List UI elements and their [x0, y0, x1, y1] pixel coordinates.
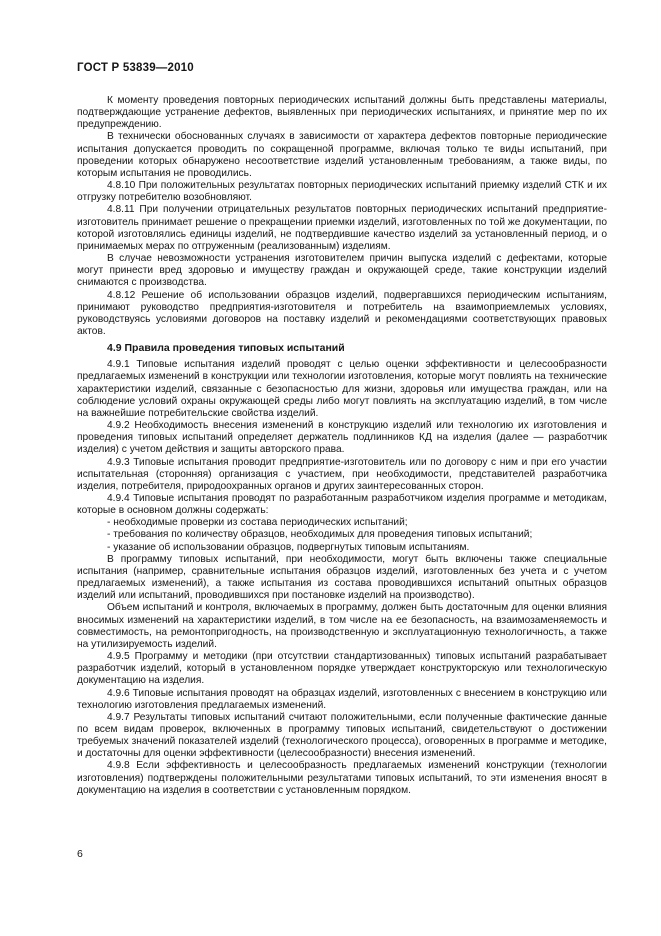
- page-number: 6: [77, 848, 83, 860]
- paragraph: В программу типовых испытаний, при необходимости, могут быть включены также специальные испытания (например, сравнительные испытания образцов изделий, изготовленных без учета и с учетом предлагаемых изменений), а также испытания из состава проводившихся испытаний опытных образцов изделий или испытаний, проводившихся при постановке изделий на производство).: [77, 553, 607, 602]
- paragraph: В технически обоснованных случаях в зависимости от характера дефектов повторные периодические испытания допускается проводить по сокращенной программе, включая только те виды испытаний, при проведении которых обнаружено несоответствие изделий установленным требованиям, а также виды, по которым испытания не проводились.: [77, 131, 607, 179]
- paragraph: 4.9.6 Типовые испытания проводят на образцах изделий, изготовленных с внесением в конструкцию или технологию изготовления предлагаемых изменений.: [77, 687, 607, 711]
- paragraph: Объем испытаний и контроля, включаемых в программу, должен быть достаточным для оценки влияния вносимых изменений на характеристики изделий, в том числе на ее безопасность, на взаимозаменяемость и совместимость, на ремонтопригодность, на производственную и эксплуатационную технологичность, а также на утилизируемость изделий.: [77, 602, 607, 650]
- section-heading: 4.9 Правила проведения типовых испытаний: [107, 342, 345, 355]
- document-header: ГОСТ Р 53839—2010: [77, 62, 194, 74]
- paragraph: 4.9.5 Программу и методики (при отсутствии стандартизованных) типовых испытаний разрабатывает разработчик изделий, который в установленном порядке утверждает конструкторскую или технологическую документацию на изделия.: [77, 651, 607, 687]
- paragraph: 4.9.2 Необходимость внесения изменений в конструкцию изделий или технологию их изготовления и проведения типовых испытаний определяет держатель подлинников КД на изделия (далее — разработчик изделия) с учетом действия и защиты авторского права.: [77, 420, 607, 456]
- paragraph: К моменту проведения повторных периодических испытаний должны быть представлены материалы, подтверждающие устранение дефектов, выявленных при периодических испытаниях, и принятие мер по их предупреждению.: [77, 95, 607, 131]
- paragraph: 4.9.4 Типовые испытания проводят по разработанным разработчиком изделия программе и методикам, которые в основном должны содержать:: [77, 493, 607, 517]
- paragraph: 4.8.10 При положительных результатах повторных периодических испытаний приемку изделий СТК и их отгрузку потребителю возобновляют.: [77, 180, 607, 204]
- paragraph: В случае невозможности устранения изготовителем причин выпуска изделий с дефектами, которые могут принести вред здоровью и имуществу граждан и окружающей среде, такие конструкции изделий снимаются с производства.: [77, 253, 607, 289]
- list-item: - указание об использовании образцов, подвергнутых типовым испытаниям.: [107, 541, 470, 553]
- paragraph: 4.9.3 Типовые испытания проводит предприятие-изготовитель или по договору с ним и при его участии испытательная (сторонняя) организация с участием, при необходимости, представителей разработчика изделия, потребителя, природоохранных органов и других заинтересованных сторон.: [77, 456, 607, 492]
- paragraph: 4.9.8 Если эффективность и целесообразность предлагаемых изменений конструкции (технологии изготовления) подтверждены положительными результатами типовых испытаний, то эти изменения вносят в документацию на изделия в соответствии с установленным порядком.: [77, 760, 607, 796]
- document-body: [77, 95, 607, 797]
- paragraph: 4.8.11 При получении отрицательных результатов повторных периодических испытаний предприятие-изготовитель принимает решение о прекращении приемки изделий, изготовленных по той же документации, по которой изготовлялись единицы изделий, не подтвердившие качество изделий за установленный период, и о принимаемых мерах по отгруженным (реализованным) изделиям.: [77, 204, 607, 252]
- paragraph: 4.9.1 Типовые испытания изделий проводят с целью оценки эффективности и целесообразности предлагаемых изменений в конструкции или технологии изготовления, которые могут повлиять на технические характеристики изделий, связанные с безопасностью для жизни, здоровья или имущества граждан, или на соблюдение условий охраны окружающей среды либо могут повлиять на эксплуатацию изделий, в том числе на важнейшие потребительские свойства изделий.: [77, 359, 607, 419]
- paragraph: 4.8.12 Решение об использовании образцов изделий, подвергавшихся периодическим испытаниям, принимают руководство предприятия-изготовителя и потребитель на взаимоприемлемых условиях, руководствуясь условиями договоров на поставку изделий и рекомендациями соответствующих правовых актов.: [77, 289, 607, 337]
- list-item: - необходимые проверки из состава периодических испытаний;: [107, 517, 408, 529]
- list-item: - требования по количеству образцов, необходимых для проведения типовых испытаний;: [107, 529, 533, 541]
- paragraph: 4.9.7 Результаты типовых испытаний считают положительными, если полученные фактические данные по всем видам проверок, включенных в программу типовых испытаний, свидетельствуют о достижении требуемых значений показателей изделий (технологического процесса), оговоренных в программе и методике, и достаточны для оценки эффективности (целесообразности) внесения изменений.: [77, 711, 607, 760]
